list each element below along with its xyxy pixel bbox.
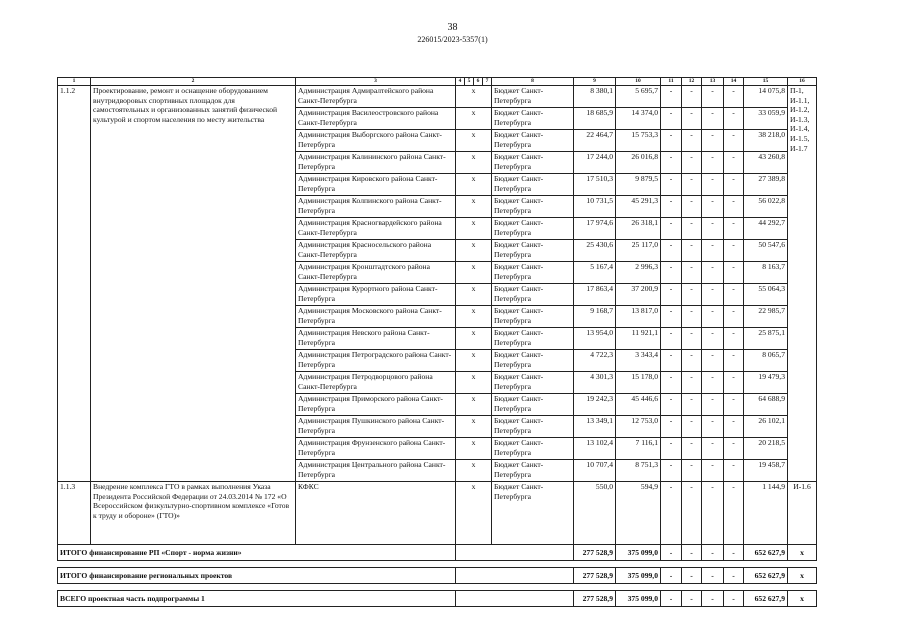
column-number: 5 <box>465 78 474 86</box>
value-col12: - <box>682 240 702 262</box>
total-row <box>58 545 817 561</box>
value-col14: - <box>724 328 744 350</box>
executor: КФКС <box>296 482 456 545</box>
x-mark: x <box>456 218 492 240</box>
value-col15: 50 547,6 <box>744 240 788 262</box>
column-number: 11 <box>661 78 682 86</box>
funding-source: Бюджет Санкт-Петербурга <box>492 350 574 372</box>
x-mark: x <box>456 196 492 218</box>
value-col14: - <box>724 438 744 460</box>
column-number: 6 <box>474 78 483 86</box>
x-mark: x <box>456 86 492 108</box>
value-col15: 19 458,7 <box>744 460 788 482</box>
funding-source: Бюджет Санкт-Петербурга <box>492 394 574 416</box>
table-row <box>58 86 817 108</box>
value-col9: 17 510,3 <box>574 174 616 196</box>
funding-source: Бюджет Санкт-Петербурга <box>492 262 574 284</box>
value-col11: - <box>661 130 682 152</box>
page-number: 38 <box>447 22 458 33</box>
total-col14: - <box>724 545 744 561</box>
value-col14: - <box>724 86 744 108</box>
value-col11: - <box>661 108 682 130</box>
x-mark: x <box>456 262 492 284</box>
value-col11: - <box>661 394 682 416</box>
column-number: 1 <box>58 78 91 86</box>
total-col15: 652 627,9 <box>744 591 788 607</box>
total-col13: - <box>702 568 724 584</box>
funding-source: Бюджет Санкт-Петербурга <box>492 416 574 438</box>
value-col15: 20 218,5 <box>744 438 788 460</box>
column-number: 7 <box>483 78 492 86</box>
value-col9: 17 863,4 <box>574 284 616 306</box>
value-col13: - <box>702 350 724 372</box>
x-mark: x <box>456 372 492 394</box>
value-col14: - <box>724 460 744 482</box>
value-col15: 8 163,7 <box>744 262 788 284</box>
total-col10: 375 099,0 <box>616 545 661 561</box>
funding-source: Бюджет Санкт-Петербурга <box>492 306 574 328</box>
column-number: 9 <box>574 78 616 86</box>
column-number: 2 <box>91 78 296 86</box>
value-col15: 26 102,1 <box>744 416 788 438</box>
total-col12: - <box>682 568 702 584</box>
value-col10: 5 695,7 <box>616 86 661 108</box>
total-col12: - <box>682 545 702 561</box>
total-col9: 277 528,9 <box>574 545 616 561</box>
value-col15: 14 075,8 <box>744 86 788 108</box>
funding-source: Бюджет Санкт-Петербурга <box>492 108 574 130</box>
value-col13: - <box>702 262 724 284</box>
total-x: x <box>788 545 817 561</box>
column-number: 13 <box>702 78 724 86</box>
value-col9: 22 464,7 <box>574 130 616 152</box>
x-mark: x <box>456 328 492 350</box>
value-col15: 19 479,3 <box>744 372 788 394</box>
spacer <box>58 561 817 568</box>
value-col15: 25 875,1 <box>744 328 788 350</box>
total-label: ИТОГО финансирование региональных проектов <box>58 568 456 584</box>
value-col12: - <box>682 438 702 460</box>
value-col10: 13 817,0 <box>616 306 661 328</box>
total-col13: - <box>702 591 724 607</box>
executor: Администрация Невского района Санкт-Петербурга <box>296 328 456 350</box>
x-mark: x <box>456 306 492 328</box>
value-col15: 33 059,9 <box>744 108 788 130</box>
executor: Администрация Пушкинского района Санкт-Петербурга <box>296 416 456 438</box>
value-col9: 8 380,1 <box>574 86 616 108</box>
total-label: ИТОГО финансирование РП «Спорт - норма жизни» <box>58 545 456 561</box>
executor: Администрация Колпинского района Санкт-Петербурга <box>296 196 456 218</box>
total-col15: 652 627,9 <box>744 568 788 584</box>
value-col14: - <box>724 394 744 416</box>
total-col10: 375 099,0 <box>616 591 661 607</box>
x-mark: x <box>456 350 492 372</box>
executor: Администрация Петродворцового района Санкт-Петербурга <box>296 372 456 394</box>
executor: Администрация Калининского района Санкт-Петербурга <box>296 152 456 174</box>
value-col10: 12 753,0 <box>616 416 661 438</box>
indicators: П-1, И-1.1, И-1.2, И-1.3, И-1.4, И-1.5, И-1.7 <box>788 86 817 482</box>
funding-source: Бюджет Санкт-Петербурга <box>492 438 574 460</box>
spacer-row <box>58 561 817 568</box>
value-col14: - <box>724 130 744 152</box>
executor: Администрация Выборгского района Санкт-Петербурга <box>296 130 456 152</box>
value-col13: - <box>702 482 724 545</box>
value-col14: - <box>724 416 744 438</box>
value-col13: - <box>702 416 724 438</box>
executor: Администрация Приморского района Санкт-Петербурга <box>296 394 456 416</box>
value-col11: - <box>661 328 682 350</box>
value-col10: 25 117,0 <box>616 240 661 262</box>
value-col13: - <box>702 328 724 350</box>
x-mark: x <box>456 174 492 196</box>
total-x: x <box>788 568 817 584</box>
value-col10: 11 921,1 <box>616 328 661 350</box>
value-col11: - <box>661 218 682 240</box>
document-number: 226015/2023-5357(1) <box>417 35 488 44</box>
value-col12: - <box>682 130 702 152</box>
spacer-row <box>58 584 817 591</box>
empty-cell <box>456 591 574 607</box>
indicators: И-1.6 <box>788 482 817 545</box>
total-label: ВСЕГО проектная часть подпрограммы 1 <box>58 591 456 607</box>
total-col14: - <box>724 568 744 584</box>
value-col9: 13 954,0 <box>574 328 616 350</box>
funding-source: Бюджет Санкт-Петербурга <box>492 174 574 196</box>
column-number: 12 <box>682 78 702 86</box>
executor: Администрация Центрального района Санкт-Петербурга <box>296 460 456 482</box>
value-col11: - <box>661 174 682 196</box>
executor: Администрация Адмиралтейского района Санкт-Петербурга <box>296 86 456 108</box>
value-col9: 18 685,9 <box>574 108 616 130</box>
value-col10: 15 178,0 <box>616 372 661 394</box>
x-mark: x <box>456 438 492 460</box>
total-row <box>58 591 817 607</box>
column-number: 3 <box>296 78 456 86</box>
x-mark: x <box>456 394 492 416</box>
value-col9: 17 244,0 <box>574 152 616 174</box>
value-col14: - <box>724 482 744 545</box>
column-number-row <box>58 78 817 86</box>
total-col11: - <box>661 568 682 584</box>
table-row <box>58 482 817 545</box>
value-col11: - <box>661 196 682 218</box>
total-col9: 277 528,9 <box>574 568 616 584</box>
value-col12: - <box>682 394 702 416</box>
value-col10: 9 879,5 <box>616 174 661 196</box>
value-col13: - <box>702 152 724 174</box>
executor: Администрация Петроградского района Санкт-Петербурга <box>296 350 456 372</box>
total-col12: - <box>682 591 702 607</box>
item-code: 1.1.3 <box>58 482 91 545</box>
value-col9: 4 722,3 <box>574 350 616 372</box>
funding-source: Бюджет Санкт-Петербурга <box>492 130 574 152</box>
value-col14: - <box>724 262 744 284</box>
funding-source: Бюджет Санкт-Петербурга <box>492 196 574 218</box>
value-col11: - <box>661 86 682 108</box>
funding-source: Бюджет Санкт-Петербурга <box>492 328 574 350</box>
value-col9: 17 974,6 <box>574 218 616 240</box>
value-col13: - <box>702 240 724 262</box>
funding-source: Бюджет Санкт-Петербурга <box>492 86 574 108</box>
funding-source: Бюджет Санкт-Петербурга <box>492 372 574 394</box>
value-col13: - <box>702 108 724 130</box>
executor: Администрация Красносельского района Санкт-Петербурга <box>296 240 456 262</box>
value-col10: 7 116,1 <box>616 438 661 460</box>
value-col12: - <box>682 108 702 130</box>
value-col15: 8 065,7 <box>744 350 788 372</box>
value-col9: 13 102,4 <box>574 438 616 460</box>
value-col11: - <box>661 262 682 284</box>
value-col10: 3 343,4 <box>616 350 661 372</box>
value-col13: - <box>702 130 724 152</box>
funding-source: Бюджет Санкт-Петербурга <box>492 240 574 262</box>
value-col10: 594,9 <box>616 482 661 545</box>
total-col9: 277 528,9 <box>574 591 616 607</box>
value-col13: - <box>702 394 724 416</box>
value-col10: 15 753,3 <box>616 130 661 152</box>
empty-cell <box>456 568 574 584</box>
value-col13: - <box>702 86 724 108</box>
value-col15: 55 064,3 <box>744 284 788 306</box>
value-col14: - <box>724 306 744 328</box>
value-col14: - <box>724 174 744 196</box>
value-col11: - <box>661 350 682 372</box>
value-col12: - <box>682 152 702 174</box>
value-col10: 14 374,0 <box>616 108 661 130</box>
funding-source: Бюджет Санкт-Петербурга <box>492 460 574 482</box>
value-col12: - <box>682 174 702 196</box>
x-mark: x <box>456 108 492 130</box>
total-col15: 652 627,9 <box>744 545 788 561</box>
value-col10: 26 318,1 <box>616 218 661 240</box>
value-col13: - <box>702 438 724 460</box>
x-mark: x <box>456 460 492 482</box>
value-col15: 43 260,8 <box>744 152 788 174</box>
value-col15: 56 022,8 <box>744 196 788 218</box>
x-mark: x <box>456 240 492 262</box>
total-x: x <box>788 591 817 607</box>
value-col11: - <box>661 482 682 545</box>
value-col15: 1 144,9 <box>744 482 788 545</box>
value-col15: 27 389,8 <box>744 174 788 196</box>
value-col10: 45 446,6 <box>616 394 661 416</box>
value-col13: - <box>702 372 724 394</box>
executor: Администрация Московского района Санкт-Петербурга <box>296 306 456 328</box>
value-col13: - <box>702 306 724 328</box>
value-col12: - <box>682 482 702 545</box>
column-number: 15 <box>744 78 788 86</box>
value-col12: - <box>682 262 702 284</box>
x-mark: x <box>456 284 492 306</box>
value-col12: - <box>682 372 702 394</box>
value-col12: - <box>682 284 702 306</box>
value-col9: 10 731,5 <box>574 196 616 218</box>
executor: Администрация Курортного района Санкт-Петербурга <box>296 284 456 306</box>
value-col11: - <box>661 372 682 394</box>
value-col14: - <box>724 372 744 394</box>
column-number: 4 <box>456 78 465 86</box>
executor: Администрация Красногвардейского района Санкт-Петербурга <box>296 218 456 240</box>
value-col11: - <box>661 152 682 174</box>
finance-table <box>57 77 817 607</box>
item-title: Внедрение комплекса ГТО в рамках выполнения Указа Президента Российской Федерации от 24.03.2014 № 172 «О Всероссийском физкультурно-спортивном комплексе «Готов к труду и обороне» (ГТО)» <box>91 482 296 545</box>
item-title: Проектирование, ремонт и оснащение оборудованием внутридворовых спортивных площадок для самостоятельных и организованных занятий физической культурой и спортом населения по месту жительства <box>91 86 296 482</box>
x-mark: x <box>456 130 492 152</box>
value-col14: - <box>724 284 744 306</box>
value-col12: - <box>682 218 702 240</box>
item-code: 1.1.2 <box>58 86 91 482</box>
value-col13: - <box>702 284 724 306</box>
value-col9: 10 707,4 <box>574 460 616 482</box>
value-col11: - <box>661 416 682 438</box>
x-mark: x <box>456 482 492 545</box>
total-col14: - <box>724 591 744 607</box>
value-col13: - <box>702 218 724 240</box>
value-col15: 44 292,7 <box>744 218 788 240</box>
value-col9: 19 242,3 <box>574 394 616 416</box>
value-col11: - <box>661 240 682 262</box>
value-col14: - <box>724 240 744 262</box>
value-col14: - <box>724 108 744 130</box>
empty-cell <box>456 545 574 561</box>
total-col10: 375 099,0 <box>616 568 661 584</box>
value-col9: 25 430,6 <box>574 240 616 262</box>
value-col15: 22 985,7 <box>744 306 788 328</box>
value-col12: - <box>682 86 702 108</box>
value-col12: - <box>682 460 702 482</box>
value-col11: - <box>661 284 682 306</box>
value-col9: 4 301,3 <box>574 372 616 394</box>
value-col14: - <box>724 218 744 240</box>
executor: Администрация Василеостровского района Санкт-Петербурга <box>296 108 456 130</box>
column-number: 16 <box>788 78 817 86</box>
value-col12: - <box>682 328 702 350</box>
value-col15: 38 218,0 <box>744 130 788 152</box>
value-col12: - <box>682 416 702 438</box>
value-col13: - <box>702 460 724 482</box>
value-col9: 9 168,7 <box>574 306 616 328</box>
value-col14: - <box>724 350 744 372</box>
column-number: 10 <box>616 78 661 86</box>
spacer <box>58 584 817 591</box>
value-col10: 8 751,3 <box>616 460 661 482</box>
value-col11: - <box>661 438 682 460</box>
value-col14: - <box>724 196 744 218</box>
value-col13: - <box>702 196 724 218</box>
column-number: 8 <box>492 78 574 86</box>
executor: Администрация Кронштадтского района Санкт-Петербурга <box>296 262 456 284</box>
value-col11: - <box>661 460 682 482</box>
funding-source: Бюджет Санкт-Петербурга <box>492 284 574 306</box>
value-col14: - <box>724 152 744 174</box>
funding-source: Бюджет Санкт-Петербурга <box>492 152 574 174</box>
x-mark: x <box>456 416 492 438</box>
value-col12: - <box>682 306 702 328</box>
total-col13: - <box>702 545 724 561</box>
value-col10: 45 291,3 <box>616 196 661 218</box>
executor: Администрация Кировского района Санкт-Петербурга <box>296 174 456 196</box>
total-col11: - <box>661 545 682 561</box>
funding-source: Бюджет Санкт-Петербурга <box>492 218 574 240</box>
value-col15: 64 688,9 <box>744 394 788 416</box>
total-row <box>58 568 817 584</box>
column-number: 14 <box>724 78 744 86</box>
total-col11: - <box>661 591 682 607</box>
executor: Администрация Фрунзенского района Санкт-Петербурга <box>296 438 456 460</box>
value-col11: - <box>661 306 682 328</box>
funding-source: Бюджет Санкт-Петербурга <box>492 482 574 545</box>
value-col9: 5 167,4 <box>574 262 616 284</box>
value-col10: 37 200,9 <box>616 284 661 306</box>
value-col10: 26 016,8 <box>616 152 661 174</box>
value-col9: 13 349,1 <box>574 416 616 438</box>
value-col12: - <box>682 350 702 372</box>
value-col12: - <box>682 196 702 218</box>
value-col9: 550,0 <box>574 482 616 545</box>
value-col10: 2 996,3 <box>616 262 661 284</box>
value-col13: - <box>702 174 724 196</box>
x-mark: x <box>456 152 492 174</box>
